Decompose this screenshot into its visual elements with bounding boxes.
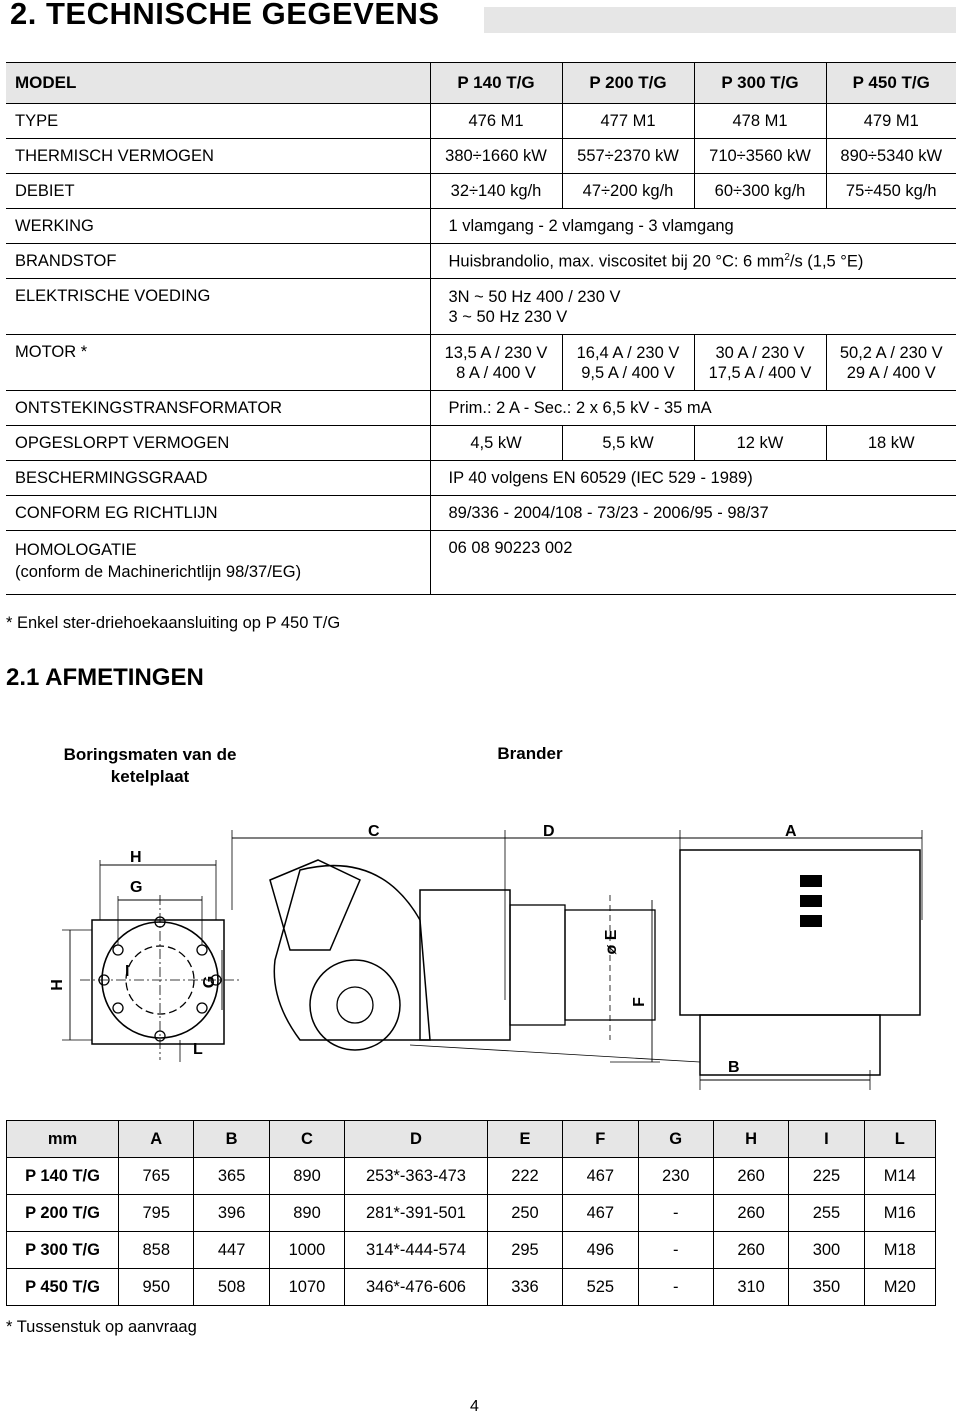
- spec-label: [6, 531, 430, 595]
- dim-cell: 336: [487, 1269, 562, 1306]
- dim-cell: 253*-363-473: [345, 1158, 488, 1195]
- table-row: [7, 1195, 936, 1232]
- dim-cell: 525: [563, 1269, 638, 1306]
- spec-value: [430, 244, 956, 279]
- spec-value: 557÷2370 kW: [562, 139, 694, 174]
- caption-brander: Brander: [497, 744, 563, 763]
- spec-value: 60÷300 kg/h: [694, 174, 826, 209]
- dim-cell: -: [638, 1232, 713, 1269]
- dim-header-cell: I: [789, 1121, 864, 1158]
- dim-cell: 260: [713, 1158, 788, 1195]
- spec-row-trafo: [6, 391, 956, 426]
- spec-value: 18 kW: [826, 426, 956, 461]
- section-title: 2.1 AFMETINGEN: [6, 664, 204, 691]
- dim-label-H-top: H: [130, 849, 142, 866]
- dim-label-I: I: [125, 963, 130, 980]
- dim-label-D: D: [543, 823, 555, 840]
- dim-cell: 858: [119, 1232, 194, 1269]
- dim-label-L: L: [193, 1041, 203, 1058]
- brandstof-sup: 2: [784, 252, 790, 263]
- spec-value: Prim.: 2 A - Sec.: 2 x 6,5 kV - 35 mA: [430, 391, 956, 426]
- spec-label: ONTSTEKINGSTRANSFORMATOR: [6, 391, 430, 426]
- boiler-plate-drawing: [62, 860, 240, 1062]
- spec-value: 710÷3560 kW: [694, 139, 826, 174]
- spec-value: 1 vlamgang - 2 vlamgang - 3 vlamgang: [430, 209, 956, 244]
- dim-cell: 950: [119, 1269, 194, 1306]
- dim-cell: 396: [194, 1195, 269, 1232]
- brandstof-text-b: /s (1,5 °E): [789, 252, 864, 271]
- spec-row-motor: [6, 335, 956, 391]
- spec-label: OPGESLORPT VERMOGEN: [6, 426, 430, 461]
- dim-header-cell: A: [119, 1121, 194, 1158]
- dim-cell: M18: [864, 1232, 935, 1269]
- dim-cell: 300: [789, 1232, 864, 1269]
- spec-header-p450: P 450 T/G: [826, 63, 956, 104]
- dim-cell: 1070: [269, 1269, 344, 1306]
- table-row: [7, 1269, 936, 1306]
- homologatie-label2: (conform de Machinerichtlijn 98/37/EG): [15, 563, 302, 581]
- motor-l2: 29 A / 400 V: [846, 364, 936, 382]
- caption-boring-2: ketelplaat: [110, 767, 190, 786]
- caption-boringsmaten: [40, 744, 260, 788]
- spec-value: [694, 335, 826, 391]
- dim-header-cell: G: [638, 1121, 713, 1158]
- brandstof-text-a: Huisbrandolio, max. viscositet bij 20 °C: 6 mm: [448, 252, 785, 271]
- spec-row-brandstof: [6, 244, 956, 279]
- dim-cell: 230: [638, 1158, 713, 1195]
- motor-l1: 16,4 A / 230 V: [576, 344, 680, 362]
- dim-cell: 350: [789, 1269, 864, 1306]
- spec-row-thermisch: [6, 139, 956, 174]
- dim-cell: 890: [269, 1195, 344, 1232]
- spec-value: [826, 335, 956, 391]
- dim-cell: 467: [563, 1195, 638, 1232]
- footnote-tussenstuk: * Tussenstuk op aanvraag: [6, 1318, 197, 1336]
- motor-l1: 50,2 A / 230 V: [839, 344, 943, 362]
- dim-cell: 1000: [269, 1232, 344, 1269]
- spec-table: [6, 62, 956, 595]
- motor-l1: 13,5 A / 230 V: [444, 344, 548, 362]
- dim-header-row: [7, 1121, 936, 1158]
- dim-cell: 310: [713, 1269, 788, 1306]
- spec-value: 476 M1: [430, 104, 562, 139]
- caption-boring-1: Boringsmaten van de: [63, 745, 237, 764]
- dim-model-cell: P 300 T/G: [7, 1232, 119, 1269]
- dim-header-cell: H: [713, 1121, 788, 1158]
- spec-row-conform: [6, 496, 956, 531]
- spec-value: 12 kW: [694, 426, 826, 461]
- dim-cell: M20: [864, 1269, 935, 1306]
- spec-value: 06 08 90223 002: [430, 531, 956, 595]
- spec-value: 75÷450 kg/h: [826, 174, 956, 209]
- spec-value: 32÷140 kg/h: [430, 174, 562, 209]
- dim-cell: 365: [194, 1158, 269, 1195]
- dim-cell: 508: [194, 1269, 269, 1306]
- dim-header-cell: L: [864, 1121, 935, 1158]
- spec-header-p200: P 200 T/G: [562, 63, 694, 104]
- homologatie-label1: HOMOLOGATIE: [15, 541, 137, 559]
- dim-header-cell: C: [269, 1121, 344, 1158]
- technical-drawing: [0, 800, 960, 1100]
- page-title: 2. TECHNISCHE GEGEVENS: [10, 0, 440, 31]
- spec-row-bescherming: [6, 461, 956, 496]
- dim-header-cell: B: [194, 1121, 269, 1158]
- dim-header-cell: mm: [7, 1121, 119, 1158]
- spec-value: 478 M1: [694, 104, 826, 139]
- spec-label: BRANDSTOF: [6, 244, 430, 279]
- motor-l2: 9,5 A / 400 V: [581, 364, 675, 382]
- spec-value: 479 M1: [826, 104, 956, 139]
- motor-l1: 30 A / 230 V: [715, 344, 805, 362]
- dim-cell: 496: [563, 1232, 638, 1269]
- spec-value: 5,5 kW: [562, 426, 694, 461]
- spec-header-p140: P 140 T/G: [430, 63, 562, 104]
- dimensions-table: [6, 1120, 936, 1306]
- spec-label: ELEKTRISCHE VOEDING: [6, 279, 430, 335]
- dim-cell: 295: [487, 1232, 562, 1269]
- motor-l2: 17,5 A / 400 V: [708, 364, 812, 382]
- dim-cell: -: [638, 1195, 713, 1232]
- dim-label-G-top: G: [130, 879, 143, 896]
- dim-cell: 765: [119, 1158, 194, 1195]
- spec-value: [562, 335, 694, 391]
- dim-cell: 314*-444-574: [345, 1232, 488, 1269]
- dim-cell: 467: [563, 1158, 638, 1195]
- dim-model-cell: P 200 T/G: [7, 1195, 119, 1232]
- dim-cell: 222: [487, 1158, 562, 1195]
- dim-header-cell: F: [563, 1121, 638, 1158]
- dim-cell: 795: [119, 1195, 194, 1232]
- dim-cell: 260: [713, 1195, 788, 1232]
- voeding-line1: 3N ~ 50 Hz 400 / 230 V: [448, 288, 621, 306]
- spec-row-werking: [6, 209, 956, 244]
- spec-row-homologatie: [6, 531, 956, 595]
- footnote-motor: * Enkel ster-driehoekaansluiting op P 450 T/G: [6, 614, 341, 632]
- spec-row-voeding: [6, 279, 956, 335]
- spec-row-type: [6, 104, 956, 139]
- table-row: [7, 1232, 936, 1269]
- dim-cell: 255: [789, 1195, 864, 1232]
- voeding-line2: 3 ~ 50 Hz 230 V: [448, 308, 568, 326]
- dim-cell: 447: [194, 1232, 269, 1269]
- dim-label-C: C: [368, 823, 380, 840]
- spec-value: 380÷1660 kW: [430, 139, 562, 174]
- table-row: [7, 1158, 936, 1195]
- dim-label-A: A: [785, 823, 797, 840]
- spec-header-row: [6, 63, 956, 104]
- spec-label: BESCHERMINGSGRAAD: [6, 461, 430, 496]
- dim-model-cell: P 450 T/G: [7, 1269, 119, 1306]
- spec-row-debiet: [6, 174, 956, 209]
- spec-value: 477 M1: [562, 104, 694, 139]
- spec-value: [430, 335, 562, 391]
- dim-cell: 346*-476-606: [345, 1269, 488, 1306]
- dim-label-H-side: H: [49, 979, 66, 991]
- dim-label-E: ø E: [603, 929, 620, 955]
- dim-cell: 250: [487, 1195, 562, 1232]
- dim-label-B: B: [728, 1059, 740, 1076]
- spec-row-opgeslorpt: [6, 426, 956, 461]
- dim-label-F: F: [631, 997, 648, 1007]
- spec-value: 89/336 - 2004/108 - 73/23 - 2006/95 - 98/37: [430, 496, 956, 531]
- dim-cell: 281*-391-501: [345, 1195, 488, 1232]
- spec-value: 890÷5340 kW: [826, 139, 956, 174]
- title-bar: [484, 7, 956, 33]
- dim-cell: 225: [789, 1158, 864, 1195]
- dim-model-cell: P 140 T/G: [7, 1158, 119, 1195]
- motor-l2: 8 A / 400 V: [456, 364, 536, 382]
- dim-cell: 890: [269, 1158, 344, 1195]
- spec-label: DEBIET: [6, 174, 430, 209]
- spec-label: WERKING: [6, 209, 430, 244]
- dim-header-cell: D: [345, 1121, 488, 1158]
- page-number: 4: [470, 1398, 479, 1415]
- spec-label: MOTOR *: [6, 335, 430, 391]
- spec-value: 47÷200 kg/h: [562, 174, 694, 209]
- dim-cell: -: [638, 1269, 713, 1306]
- spec-value: [430, 279, 956, 335]
- spec-value: IP 40 volgens EN 60529 (IEC 529 - 1989): [430, 461, 956, 496]
- dim-header-cell: E: [487, 1121, 562, 1158]
- spec-label: TYPE: [6, 104, 430, 139]
- spec-header-p300: P 300 T/G: [694, 63, 826, 104]
- spec-header-model: MODEL: [6, 63, 430, 104]
- spec-value: 4,5 kW: [430, 426, 562, 461]
- burner-drawing: [232, 830, 922, 1090]
- spec-label: THERMISCH VERMOGEN: [6, 139, 430, 174]
- dim-cell: 260: [713, 1232, 788, 1269]
- dim-cell: M14: [864, 1158, 935, 1195]
- spec-label: CONFORM EG RICHTLIJN: [6, 496, 430, 531]
- dim-cell: M16: [864, 1195, 935, 1232]
- dim-label-G-side: G: [201, 975, 218, 989]
